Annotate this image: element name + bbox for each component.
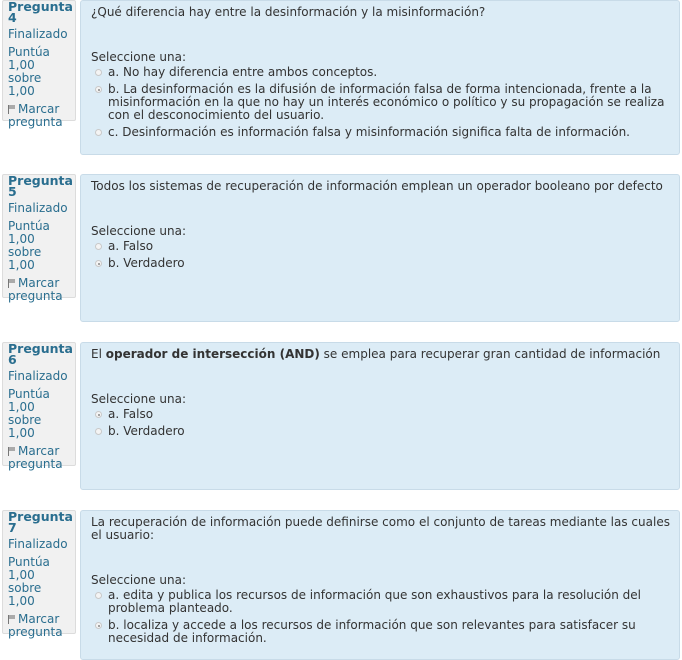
question-number [8, 511, 71, 533]
radio-button[interactable] [95, 129, 102, 136]
question-text: ¿Qué diferencia hay entre la desinformación y la misinformación? [91, 5, 486, 19]
question-info [2, 509, 76, 639]
flag-question-link[interactable] [8, 277, 71, 303]
option-label: a. edita y publica los recursos de información que son exhaustivos para la resolución del problema planteado. [108, 588, 642, 615]
option-label: a. Falso [108, 239, 154, 253]
option-label: b. localiza y accede a los recursos de información que son relevantes para satisfacer su necesidad de información. [108, 618, 636, 645]
question-text [91, 348, 670, 361]
question-grade: Puntúa 1,00 sobre 1,00 [8, 555, 50, 608]
radio-button[interactable] [95, 69, 102, 76]
option-label: b. La desinformación es la difusión de información falsa de forma intencionada, frente a la misinformación en la que no hay un interés económico o político y su propagación se realiza con el desconocimiento del usuario. [108, 82, 665, 122]
question-number-value: 7 [8, 520, 17, 535]
answer-option-b[interactable] [91, 257, 670, 270]
answer-option-c[interactable] [91, 126, 670, 139]
question-text: Todos los sistemas de recuperación de información emplean un operador booleano por defecto [91, 179, 663, 193]
flag-label: Marcar pregunta [8, 102, 63, 129]
question-text: La recuperación de información puede definirse como el conjunto de tareas mediante las cuales el usuario: [91, 515, 670, 542]
answer-prompt: Seleccione una: [91, 50, 186, 64]
flag-icon [8, 105, 16, 113]
question-number [8, 343, 71, 365]
answer-option-a[interactable] [91, 240, 670, 253]
question-label: Pregunta [8, 341, 73, 356]
option-label: c. Desinformación es información falsa y misinformación significa falta de información. [108, 125, 630, 139]
flag-label: Marcar pregunta [8, 276, 63, 303]
question-text-part: El [91, 347, 106, 361]
question-grade: Puntúa 1,00 sobre 1,00 [8, 219, 50, 272]
question-info [2, 0, 76, 129]
flag-question-link[interactable] [8, 445, 71, 471]
radio-button-selected[interactable] [95, 622, 102, 629]
question-content [80, 342, 680, 490]
answer-options [91, 66, 670, 139]
answer-prompt: Seleccione una: [91, 573, 186, 587]
question-label: Pregunta [8, 509, 73, 524]
answer-options [91, 240, 670, 270]
question-number [8, 1, 71, 23]
answer-option-a[interactable] [91, 408, 670, 421]
answer-option-b[interactable] [91, 425, 670, 438]
answer-option-a[interactable] [91, 66, 670, 79]
radio-button-selected[interactable] [95, 86, 102, 93]
flag-icon [8, 447, 16, 455]
question-grade: Puntúa 1,00 sobre 1,00 [8, 387, 50, 440]
answer-prompt: Seleccione una: [91, 224, 186, 238]
question-label: Pregunta [8, 173, 73, 188]
question-state: Finalizado [8, 27, 68, 41]
question-state: Finalizado [8, 201, 68, 215]
question-info [2, 341, 76, 471]
question-text-part: se emplea para recuperar gran cantidad de información [319, 347, 661, 361]
option-label: b. Verdadero [108, 256, 185, 270]
option-label: a. Falso [108, 407, 154, 421]
question-content [80, 174, 680, 322]
question-number-value: 6 [8, 352, 17, 367]
radio-button-selected[interactable] [95, 260, 102, 267]
option-label: a. No hay diferencia entre ambos conceptos. [108, 65, 378, 79]
question-state: Finalizado [8, 369, 68, 383]
answer-options [91, 589, 670, 645]
question-info [2, 173, 76, 303]
question-number [8, 175, 71, 197]
answer-options [91, 408, 670, 438]
question-text-emphasis: operador de intersección (AND) [105, 347, 320, 361]
answer-option-a[interactable] [91, 589, 670, 615]
answer-option-b[interactable] [91, 83, 670, 122]
question-content [80, 0, 680, 155]
question-number-value: 5 [8, 184, 17, 199]
option-label: b. Verdadero [108, 424, 185, 438]
answer-prompt: Seleccione una: [91, 392, 186, 406]
radio-button[interactable] [95, 243, 102, 250]
answer-option-b[interactable] [91, 619, 670, 645]
question-state: Finalizado [8, 537, 68, 551]
flag-icon [8, 615, 16, 623]
question-content [80, 510, 680, 660]
flag-question-link[interactable] [8, 613, 71, 639]
flag-label: Marcar pregunta [8, 612, 63, 639]
flag-question-link[interactable] [8, 103, 71, 129]
radio-button-selected[interactable] [95, 411, 102, 418]
radio-button[interactable] [95, 428, 102, 435]
flag-icon [8, 279, 16, 287]
flag-label: Marcar pregunta [8, 444, 63, 471]
question-label: Pregunta [8, 0, 73, 14]
question-grade: Puntúa 1,00 sobre 1,00 [8, 45, 50, 98]
radio-button[interactable] [95, 592, 102, 599]
question-number-value: 4 [8, 10, 17, 25]
